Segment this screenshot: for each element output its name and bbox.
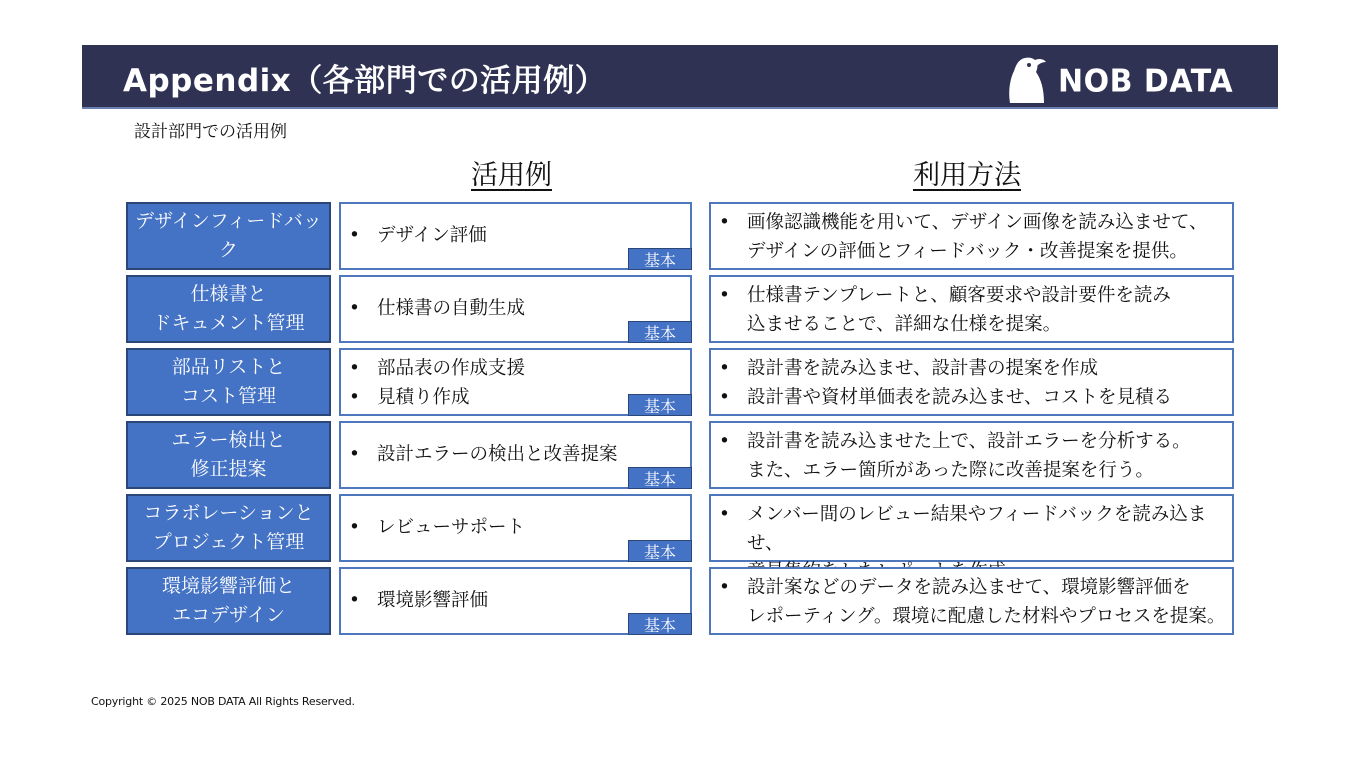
use-case-item: • レビューサポート (347, 514, 686, 543)
method-item: • 画像認識機能を用いて、デザイン画像を読み込ませて、 デザインの評価とフィードバック・改善提案を提供。 (717, 209, 1228, 266)
page-title: Appendix（各部門での活用例） (123, 63, 607, 99)
logo-wordmark: NOB DATA (1058, 63, 1234, 100)
use-case-box (339, 275, 692, 343)
method-list (717, 282, 1228, 339)
method-list (717, 209, 1228, 266)
category-label: 環境影響評価と エコデザイン (126, 567, 331, 635)
method-item: • 設計案などのデータを読み込ませて、環境影響評価を レポーティング。環境に配慮した材料やプロセスを提案。 (717, 574, 1228, 631)
use-case-list (347, 514, 686, 543)
use-case-box (339, 567, 692, 635)
method-box (709, 275, 1234, 343)
table-row (0, 421, 1361, 489)
use-case-list (347, 441, 686, 470)
use-case-item: • デザイン評価 (347, 222, 686, 251)
table-row (0, 567, 1361, 635)
method-box (709, 202, 1234, 270)
basic-badge: 基本 (628, 394, 692, 416)
method-box (709, 494, 1234, 562)
method-box (709, 421, 1234, 489)
copyright-text: Copyright © 2025 NOB DATA All Rights Reserved. (91, 695, 355, 708)
method-box (709, 567, 1234, 635)
table-row (0, 494, 1361, 562)
basic-badge: 基本 (628, 321, 692, 343)
table-row (0, 275, 1361, 343)
category-label: 部品リストと コスト管理 (126, 348, 331, 416)
use-case-item: • 仕様書の自動生成 (347, 295, 686, 324)
use-case-item: • 設計エラーの検出と改善提案 (347, 441, 686, 470)
use-case-box (339, 202, 692, 270)
basic-badge: 基本 (628, 467, 692, 489)
column-header-method: 利用方法 (913, 160, 1021, 191)
use-case-item: • 環境影響評価 (347, 587, 686, 616)
column-header-use: 活用例 (471, 160, 552, 191)
use-case-list (347, 295, 686, 324)
use-case-box (339, 421, 692, 489)
method-list (717, 355, 1228, 412)
method-item: • 仕様書テンプレートと、顧客要求や設計要件を読み 込ませることで、詳細な仕様を提案。 (717, 282, 1228, 339)
use-case-item: • 部品表の作成支援 (347, 355, 686, 384)
use-case-box (339, 494, 692, 562)
category-label: エラー検出と 修正提案 (126, 421, 331, 489)
method-item: • 設計書や資材単価表を読み込ませ、コストを見積る (717, 384, 1228, 413)
section-subtitle: 設計部門での活用例 (134, 122, 287, 142)
method-list (717, 428, 1228, 485)
method-list (717, 574, 1228, 631)
method-item: • メンバー間のレビュー結果やフィードバックを読み込ませ、 (717, 501, 1228, 587)
use-case-list (347, 222, 686, 251)
basic-badge: 基本 (628, 540, 692, 562)
basic-badge: 基本 (628, 248, 692, 270)
method-item: • 設計書を読み込ませた上で、設計エラーを分析する。 また、エラー箇所があった際に改善提案を行う。 (717, 428, 1228, 485)
table-row (0, 202, 1361, 270)
use-case-list (347, 587, 686, 616)
category-label: デザインフィードバック (126, 202, 331, 270)
method-box (709, 348, 1234, 416)
table-row (0, 348, 1361, 416)
bird-mascot-icon (1002, 55, 1048, 103)
slide-header (82, 45, 1278, 109)
category-label: 仕様書と ドキュメント管理 (126, 275, 331, 343)
use-case-box (339, 348, 692, 416)
category-label: コラボレーションと プロジェクト管理 (126, 494, 331, 562)
basic-badge: 基本 (628, 613, 692, 635)
method-item: • 設計書を読み込ませ、設計書の提案を作成 (717, 355, 1228, 384)
brand-logo (1000, 55, 1240, 103)
use-case-item: • 見積り作成 (347, 384, 686, 413)
